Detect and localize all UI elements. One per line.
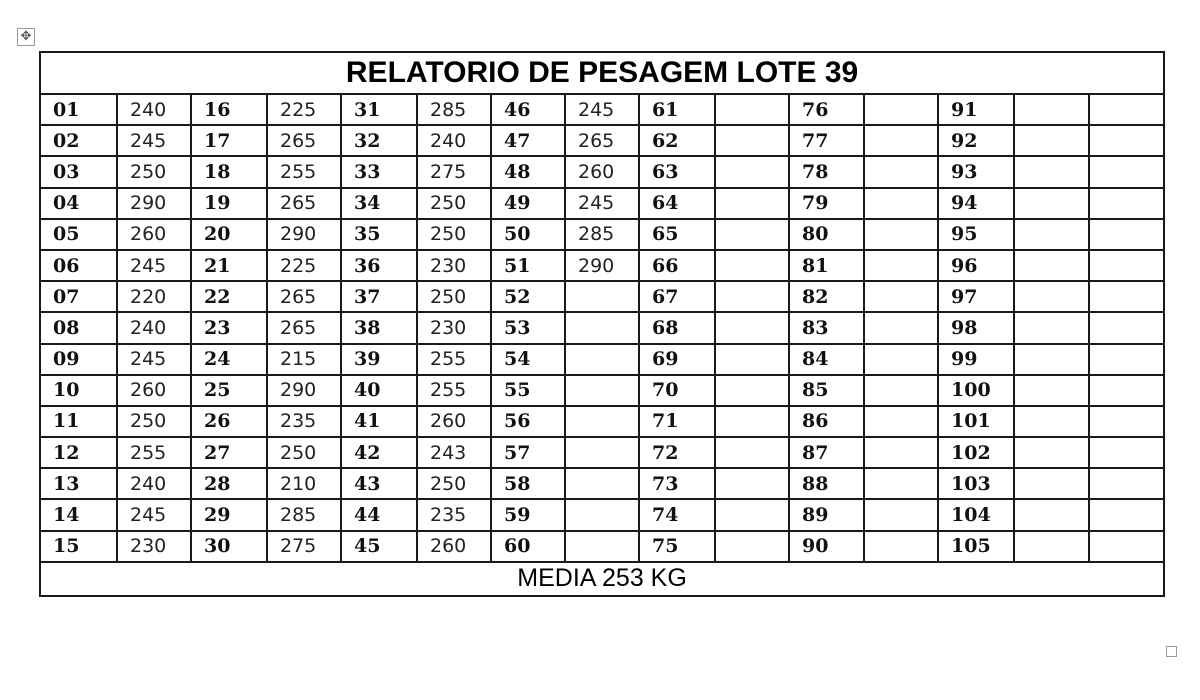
weight-cell[interactable]: 290 xyxy=(267,375,341,406)
weight-cell[interactable] xyxy=(1014,531,1089,562)
title-row xyxy=(40,52,1164,94)
weight-cell[interactable]: 245 xyxy=(117,125,191,156)
animal-number-cell[interactable]: 105 xyxy=(938,531,1014,562)
weight-cell[interactable] xyxy=(1014,156,1089,187)
weight-cell[interactable] xyxy=(715,219,789,250)
animal-number-cell[interactable]: 25 xyxy=(191,375,267,406)
weight-cell[interactable]: 230 xyxy=(417,312,491,343)
animal-number-cell[interactable]: 98 xyxy=(938,312,1014,343)
weight-cell[interactable] xyxy=(864,219,938,250)
animal-number-cell[interactable]: 94 xyxy=(938,188,1014,219)
footer-row xyxy=(40,562,1164,596)
weight-cell[interactable]: 265 xyxy=(267,312,341,343)
weight-cell[interactable]: 275 xyxy=(417,156,491,187)
weight-cell[interactable]: 240 xyxy=(117,312,191,343)
animal-number-cell[interactable]: 47 xyxy=(491,125,565,156)
animal-number-cell[interactable]: 02 xyxy=(40,125,117,156)
animal-number-cell[interactable]: 54 xyxy=(491,344,565,375)
animal-number-cell[interactable]: 40 xyxy=(341,375,417,406)
weight-cell[interactable] xyxy=(1014,125,1089,156)
animal-number-cell[interactable]: 97 xyxy=(938,281,1014,312)
weight-cell[interactable] xyxy=(1014,94,1089,125)
animal-number-cell[interactable]: 85 xyxy=(789,375,864,406)
animal-number-cell[interactable]: 21 xyxy=(191,250,267,281)
weight-cell[interactable]: 275 xyxy=(267,531,341,562)
animal-number-cell[interactable]: 73 xyxy=(639,468,715,499)
table-row xyxy=(40,531,1164,562)
weight-cell[interactable] xyxy=(565,406,639,437)
animal-number-cell[interactable]: 46 xyxy=(491,94,565,125)
animal-number-cell[interactable]: 59 xyxy=(491,499,565,530)
animal-number-cell[interactable]: 27 xyxy=(191,437,267,468)
weight-cell[interactable]: 260 xyxy=(417,531,491,562)
weight-cell[interactable] xyxy=(1014,188,1089,219)
weight-cell[interactable]: 260 xyxy=(117,375,191,406)
animal-number-cell[interactable]: 60 xyxy=(491,531,565,562)
animal-number-cell[interactable]: 26 xyxy=(191,406,267,437)
weight-cell[interactable]: 250 xyxy=(417,281,491,312)
animal-number-cell[interactable]: 69 xyxy=(639,344,715,375)
weight-cell[interactable]: 245 xyxy=(117,344,191,375)
weight-cell[interactable] xyxy=(864,531,938,562)
spare-cell[interactable] xyxy=(1089,406,1164,437)
weight-cell[interactable]: 260 xyxy=(417,406,491,437)
animal-number-cell[interactable]: 80 xyxy=(789,219,864,250)
spare-cell[interactable] xyxy=(1089,250,1164,281)
spare-cell[interactable] xyxy=(1089,531,1164,562)
weight-cell[interactable]: 260 xyxy=(565,156,639,187)
spare-cell[interactable] xyxy=(1089,219,1164,250)
animal-number-cell[interactable]: 84 xyxy=(789,344,864,375)
weight-cell[interactable] xyxy=(715,94,789,125)
animal-number-cell[interactable]: 24 xyxy=(191,344,267,375)
weight-cell[interactable]: 240 xyxy=(417,125,491,156)
weight-cell[interactable] xyxy=(715,156,789,187)
weight-cell[interactable] xyxy=(1014,344,1089,375)
animal-number-cell[interactable]: 50 xyxy=(491,219,565,250)
weight-cell[interactable]: 235 xyxy=(417,499,491,530)
weight-cell[interactable] xyxy=(864,344,938,375)
animal-number-cell[interactable]: 79 xyxy=(789,188,864,219)
weight-cell[interactable] xyxy=(715,468,789,499)
weight-cell[interactable] xyxy=(864,156,938,187)
table-move-handle-icon[interactable]: ✥ xyxy=(17,28,35,46)
animal-number-cell[interactable]: 30 xyxy=(191,531,267,562)
average-weight: MEDIA 253 KG xyxy=(40,562,1164,596)
weight-cell[interactable]: 255 xyxy=(417,375,491,406)
animal-number-cell[interactable]: 56 xyxy=(491,406,565,437)
animal-number-cell[interactable]: 68 xyxy=(639,312,715,343)
weight-cell[interactable]: 255 xyxy=(417,344,491,375)
weight-cell[interactable]: 215 xyxy=(267,344,341,375)
weight-cell[interactable] xyxy=(715,250,789,281)
animal-number-cell[interactable]: 17 xyxy=(191,125,267,156)
animal-number-cell[interactable]: 10 xyxy=(40,375,117,406)
weight-cell[interactable]: 290 xyxy=(565,250,639,281)
weight-cell[interactable] xyxy=(715,125,789,156)
weight-cell[interactable] xyxy=(565,281,639,312)
spare-cell[interactable] xyxy=(1089,437,1164,468)
weight-cell[interactable]: 250 xyxy=(417,188,491,219)
animal-number-cell[interactable]: 75 xyxy=(639,531,715,562)
animal-number-cell[interactable]: 63 xyxy=(639,156,715,187)
weighing-report-table xyxy=(39,51,1165,597)
weight-cell[interactable] xyxy=(715,281,789,312)
weight-cell[interactable]: 245 xyxy=(117,499,191,530)
weight-cell[interactable] xyxy=(565,531,639,562)
animal-number-cell[interactable]: 99 xyxy=(938,344,1014,375)
weight-cell[interactable]: 265 xyxy=(267,188,341,219)
animal-number-cell[interactable]: 09 xyxy=(40,344,117,375)
animal-number-cell[interactable]: 51 xyxy=(491,250,565,281)
animal-number-cell[interactable]: 81 xyxy=(789,250,864,281)
weight-cell[interactable]: 235 xyxy=(267,406,341,437)
table-row xyxy=(40,250,1164,281)
weight-cell[interactable] xyxy=(864,125,938,156)
animal-number-cell[interactable]: 44 xyxy=(341,499,417,530)
animal-number-cell[interactable]: 92 xyxy=(938,125,1014,156)
animal-number-cell[interactable]: 102 xyxy=(938,437,1014,468)
weight-cell[interactable]: 225 xyxy=(267,94,341,125)
weight-cell[interactable] xyxy=(1014,437,1089,468)
weight-cell[interactable] xyxy=(715,437,789,468)
animal-number-cell[interactable]: 18 xyxy=(191,156,267,187)
animal-number-cell[interactable]: 08 xyxy=(40,312,117,343)
animal-number-cell[interactable]: 43 xyxy=(341,468,417,499)
animal-number-cell[interactable]: 62 xyxy=(639,125,715,156)
animal-number-cell[interactable]: 101 xyxy=(938,406,1014,437)
weight-cell[interactable]: 290 xyxy=(117,188,191,219)
weight-cell[interactable] xyxy=(715,344,789,375)
weight-cell[interactable] xyxy=(715,406,789,437)
table-row xyxy=(40,156,1164,187)
animal-number-cell[interactable]: 67 xyxy=(639,281,715,312)
animal-number-cell[interactable]: 39 xyxy=(341,344,417,375)
animal-number-cell[interactable]: 03 xyxy=(40,156,117,187)
weight-cell[interactable]: 240 xyxy=(117,94,191,125)
weight-cell[interactable] xyxy=(864,312,938,343)
animal-number-cell[interactable]: 89 xyxy=(789,499,864,530)
animal-number-cell[interactable]: 83 xyxy=(789,312,864,343)
weight-cell[interactable]: 250 xyxy=(267,437,341,468)
table-row xyxy=(40,312,1164,343)
weight-cell[interactable]: 255 xyxy=(117,437,191,468)
spare-cell[interactable] xyxy=(1089,344,1164,375)
weight-cell[interactable]: 250 xyxy=(417,468,491,499)
animal-number-cell[interactable]: 34 xyxy=(341,188,417,219)
animal-number-cell[interactable]: 23 xyxy=(191,312,267,343)
animal-number-cell[interactable]: 15 xyxy=(40,531,117,562)
spare-cell[interactable] xyxy=(1089,312,1164,343)
weight-cell[interactable] xyxy=(1014,468,1089,499)
weight-cell[interactable]: 225 xyxy=(267,250,341,281)
animal-number-cell[interactable]: 77 xyxy=(789,125,864,156)
animal-number-cell[interactable]: 88 xyxy=(789,468,864,499)
animal-number-cell[interactable]: 32 xyxy=(341,125,417,156)
animal-number-cell[interactable]: 72 xyxy=(639,437,715,468)
animal-number-cell[interactable]: 29 xyxy=(191,499,267,530)
table-row xyxy=(40,468,1164,499)
animal-number-cell[interactable]: 38 xyxy=(341,312,417,343)
weight-cell[interactable] xyxy=(565,312,639,343)
weight-cell[interactable] xyxy=(1014,250,1089,281)
animal-number-cell[interactable]: 100 xyxy=(938,375,1014,406)
animal-number-cell[interactable]: 35 xyxy=(341,219,417,250)
weight-cell[interactable]: 250 xyxy=(417,219,491,250)
weight-cell[interactable]: 240 xyxy=(117,468,191,499)
weight-cell[interactable] xyxy=(715,531,789,562)
spare-cell[interactable] xyxy=(1089,499,1164,530)
animal-number-cell[interactable]: 05 xyxy=(40,219,117,250)
spare-cell[interactable] xyxy=(1089,94,1164,125)
weight-cell[interactable]: 285 xyxy=(417,94,491,125)
weight-cell[interactable] xyxy=(864,94,938,125)
animal-number-cell[interactable]: 95 xyxy=(938,219,1014,250)
animal-number-cell[interactable]: 19 xyxy=(191,188,267,219)
animal-number-cell[interactable]: 58 xyxy=(491,468,565,499)
animal-number-cell[interactable]: 66 xyxy=(639,250,715,281)
animal-number-cell[interactable]: 28 xyxy=(191,468,267,499)
animal-number-cell[interactable]: 71 xyxy=(639,406,715,437)
spare-cell[interactable] xyxy=(1089,125,1164,156)
weight-cell[interactable]: 265 xyxy=(267,125,341,156)
animal-number-cell[interactable]: 76 xyxy=(789,94,864,125)
weight-cell[interactable] xyxy=(715,499,789,530)
weight-cell[interactable] xyxy=(864,250,938,281)
weight-cell[interactable] xyxy=(715,188,789,219)
spare-cell[interactable] xyxy=(1089,375,1164,406)
animal-number-cell[interactable]: 31 xyxy=(341,94,417,125)
animal-number-cell[interactable]: 90 xyxy=(789,531,864,562)
animal-number-cell[interactable]: 93 xyxy=(938,156,1014,187)
animal-number-cell[interactable]: 13 xyxy=(40,468,117,499)
animal-number-cell[interactable]: 04 xyxy=(40,188,117,219)
weight-cell[interactable]: 265 xyxy=(565,125,639,156)
weight-cell[interactable] xyxy=(565,344,639,375)
animal-number-cell[interactable]: 06 xyxy=(40,250,117,281)
animal-number-cell[interactable]: 14 xyxy=(40,499,117,530)
weight-cell[interactable]: 243 xyxy=(417,437,491,468)
weight-cell[interactable] xyxy=(864,437,938,468)
weight-cell[interactable] xyxy=(1014,499,1089,530)
spare-cell[interactable] xyxy=(1089,468,1164,499)
weight-cell[interactable] xyxy=(1014,312,1089,343)
table-row xyxy=(40,125,1164,156)
weight-cell[interactable]: 250 xyxy=(117,406,191,437)
weight-cell[interactable] xyxy=(864,468,938,499)
animal-number-cell[interactable]: 20 xyxy=(191,219,267,250)
weight-cell[interactable]: 285 xyxy=(267,499,341,530)
animal-number-cell[interactable]: 104 xyxy=(938,499,1014,530)
weight-cell[interactable] xyxy=(864,375,938,406)
animal-number-cell[interactable]: 11 xyxy=(40,406,117,437)
animal-number-cell[interactable]: 65 xyxy=(639,219,715,250)
table-row xyxy=(40,94,1164,125)
animal-number-cell[interactable]: 91 xyxy=(938,94,1014,125)
weight-cell[interactable] xyxy=(864,406,938,437)
animal-number-cell[interactable]: 01 xyxy=(40,94,117,125)
animal-number-cell[interactable]: 57 xyxy=(491,437,565,468)
animal-number-cell[interactable]: 70 xyxy=(639,375,715,406)
animal-number-cell[interactable]: 07 xyxy=(40,281,117,312)
table-row xyxy=(40,188,1164,219)
animal-number-cell[interactable]: 87 xyxy=(789,437,864,468)
animal-number-cell[interactable]: 64 xyxy=(639,188,715,219)
spare-cell[interactable] xyxy=(1089,188,1164,219)
animal-number-cell[interactable]: 45 xyxy=(341,531,417,562)
report-title: RELATORIO DE PESAGEM LOTE 39 xyxy=(40,52,1164,94)
spare-cell[interactable] xyxy=(1089,156,1164,187)
weight-cell[interactable] xyxy=(565,468,639,499)
animal-number-cell[interactable]: 36 xyxy=(341,250,417,281)
weight-cell[interactable]: 290 xyxy=(267,219,341,250)
weight-cell[interactable]: 245 xyxy=(565,188,639,219)
animal-number-cell[interactable]: 22 xyxy=(191,281,267,312)
weight-cell[interactable] xyxy=(565,499,639,530)
animal-number-cell[interactable]: 103 xyxy=(938,468,1014,499)
weight-cell[interactable] xyxy=(565,375,639,406)
weight-cell[interactable]: 210 xyxy=(267,468,341,499)
animal-number-cell[interactable]: 16 xyxy=(191,94,267,125)
weight-cell[interactable] xyxy=(864,499,938,530)
table-row xyxy=(40,219,1164,250)
weight-cell[interactable]: 260 xyxy=(117,219,191,250)
report-body xyxy=(40,52,1164,596)
animal-number-cell[interactable]: 41 xyxy=(341,406,417,437)
animal-number-cell[interactable]: 33 xyxy=(341,156,417,187)
weight-cell[interactable] xyxy=(1014,375,1089,406)
weight-cell[interactable]: 255 xyxy=(267,156,341,187)
weight-cell[interactable] xyxy=(1014,281,1089,312)
weight-cell[interactable] xyxy=(864,281,938,312)
animal-number-cell[interactable]: 53 xyxy=(491,312,565,343)
weight-cell[interactable] xyxy=(864,188,938,219)
table-row xyxy=(40,375,1164,406)
animal-number-cell[interactable]: 55 xyxy=(491,375,565,406)
table-row xyxy=(40,499,1164,530)
weight-cell[interactable] xyxy=(715,312,789,343)
weight-cell[interactable] xyxy=(715,375,789,406)
weight-cell[interactable] xyxy=(1014,406,1089,437)
animal-number-cell[interactable]: 12 xyxy=(40,437,117,468)
weight-cell[interactable] xyxy=(565,437,639,468)
animal-number-cell[interactable]: 48 xyxy=(491,156,565,187)
weight-cell[interactable]: 285 xyxy=(565,219,639,250)
weight-cell[interactable]: 230 xyxy=(417,250,491,281)
spare-cell[interactable] xyxy=(1089,281,1164,312)
weight-cell[interactable]: 250 xyxy=(117,156,191,187)
table-resize-handle-icon[interactable] xyxy=(1166,646,1177,657)
animal-number-cell[interactable]: 74 xyxy=(639,499,715,530)
animal-number-cell[interactable]: 78 xyxy=(789,156,864,187)
table-row xyxy=(40,437,1164,468)
animal-number-cell[interactable]: 96 xyxy=(938,250,1014,281)
animal-number-cell[interactable]: 61 xyxy=(639,94,715,125)
animal-number-cell[interactable]: 82 xyxy=(789,281,864,312)
weight-cell[interactable]: 245 xyxy=(565,94,639,125)
table-row xyxy=(40,281,1164,312)
weight-cell[interactable]: 220 xyxy=(117,281,191,312)
table-row xyxy=(40,406,1164,437)
weight-cell[interactable]: 265 xyxy=(267,281,341,312)
animal-number-cell[interactable]: 42 xyxy=(341,437,417,468)
weight-cell[interactable] xyxy=(1014,219,1089,250)
table-row xyxy=(40,344,1164,375)
animal-number-cell[interactable]: 49 xyxy=(491,188,565,219)
weight-cell[interactable]: 245 xyxy=(117,250,191,281)
weight-cell[interactable]: 230 xyxy=(117,531,191,562)
animal-number-cell[interactable]: 86 xyxy=(789,406,864,437)
animal-number-cell[interactable]: 52 xyxy=(491,281,565,312)
animal-number-cell[interactable]: 37 xyxy=(341,281,417,312)
